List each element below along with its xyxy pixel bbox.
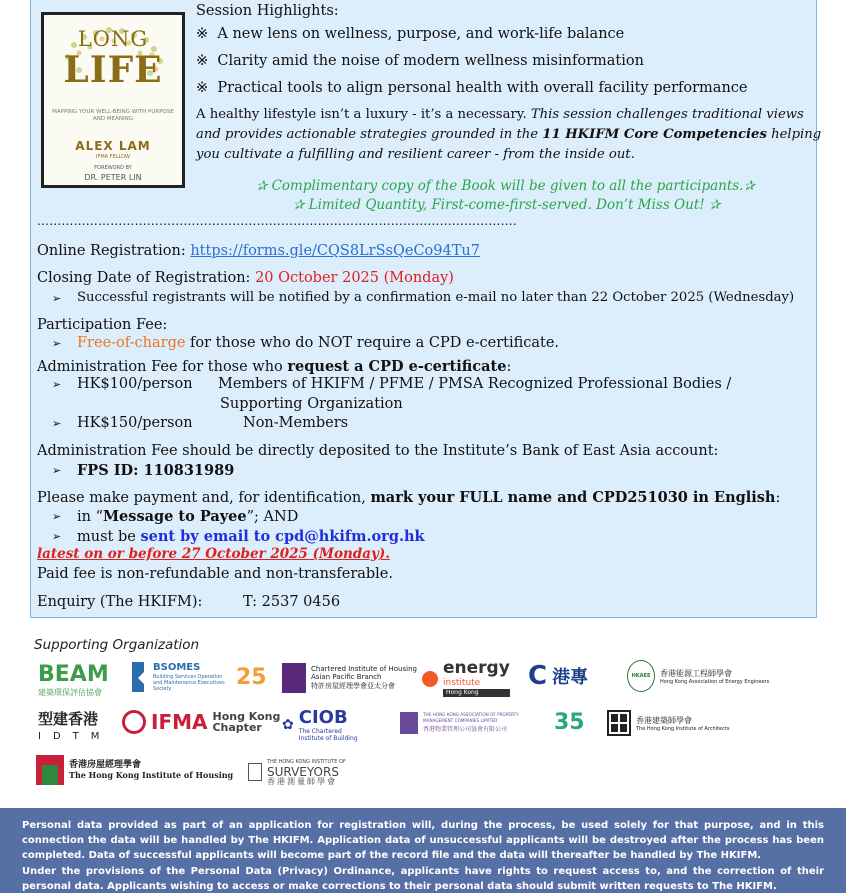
intro-line-1: A healthy lifestyle isn’t a luxury - it’s a necessary. This session challenges traditional views bbox=[196, 107, 804, 122]
fps-id: FPS ID: 110831989 bbox=[77, 462, 235, 479]
enquiry-label: Enquiry (The HKIFM): bbox=[37, 594, 203, 610]
energy-icon bbox=[422, 671, 438, 687]
book-author-note: IFMA FELLOW bbox=[96, 154, 130, 160]
fee-who-member-2: Supporting Organization bbox=[220, 396, 403, 412]
dotted-divider: ………………………………………………………………………………………………………. bbox=[37, 214, 517, 228]
arrow-bullet-icon: ➢ bbox=[52, 292, 62, 305]
hkia-logo: 香港建築師學會 The Hong Kong Institute of Architects bbox=[607, 710, 729, 736]
highlights-heading: Session Highlights: bbox=[196, 3, 339, 19]
reference-mark-icon: ※ bbox=[196, 53, 209, 69]
intro-line-3: you cultivate a fulfilling and resilient career - from the inside out. bbox=[196, 147, 635, 162]
book-cover-image bbox=[41, 12, 185, 188]
energy-institute-logo: energy institute Hong Kong bbox=[422, 660, 510, 697]
book-foreword-label: FOREWORD BY bbox=[94, 165, 132, 171]
reference-mark-icon: ※ bbox=[196, 80, 209, 96]
arrow-bullet-icon: ➢ bbox=[52, 378, 62, 391]
hkis-icon bbox=[248, 763, 262, 781]
hkih-house-icon bbox=[36, 755, 64, 785]
arrow-bullet-icon: ➢ bbox=[52, 530, 62, 543]
fee-who-nonmember: Non-Members bbox=[243, 415, 349, 431]
privacy-notice bbox=[0, 808, 846, 893]
notification-note: Successful registrants will be notified by a confirmation e-mail no later than 22 October 2025 (Wednesday) bbox=[77, 290, 795, 305]
book-author: ALEX LAM bbox=[75, 139, 151, 153]
message-to-payee: in “Message to Payee”; AND bbox=[77, 508, 299, 525]
beam-logo: BEAM 建築環保評估協會 bbox=[38, 662, 109, 697]
fee-price-member: HK$100/person bbox=[77, 376, 193, 392]
hkcha-logo: C 港專 bbox=[528, 661, 589, 691]
hkia-emblem-icon bbox=[607, 710, 631, 736]
fee-who-member: Members of HKIFM / PFME / PMSA Recognized Professional Bodies / bbox=[218, 376, 732, 392]
promo-line-1: ✰ Complimentary copy of the Book will be given to all the participants.✰ bbox=[256, 178, 755, 194]
ifma-globe-icon bbox=[122, 710, 146, 734]
privacy-paragraph-2: Under the provisions of the Personal Data (Privacy) Ordinance, applicants have rights to request access to, and the correction of their personal data. Applicants wishing to access or make corrections to their personal data should submit written requests to The HKIFM. bbox=[22, 865, 824, 892]
arrow-bullet-icon: ➢ bbox=[52, 337, 62, 350]
enquiry-phone: T: 2537 0456 bbox=[243, 594, 341, 610]
highlight-item: ※ Clarity amid the noise of modern wellness misinformation bbox=[196, 53, 644, 69]
reference-mark-icon: ※ bbox=[196, 26, 209, 42]
non-refundable-note: Paid fee is non-refundable and non-transferable. bbox=[37, 566, 394, 582]
book-subtitle: MAPPING YOUR WELL-BEING WITH PURPOSE AND MEANING bbox=[52, 109, 174, 122]
highlight-item: ※ A new lens on wellness, purpose, and work-life balance bbox=[196, 26, 625, 42]
privacy-paragraph-1: Personal data provided as part of an application for registration will, during the process, be used solely for that purpose, and in this connection the data will be handled by The HKIFM. Application data of unsuccessful applicants will be destroyed after the process has been completed. Data of successful applicants will become part of the record file and the data will thereafter be handled by The HKIFM. bbox=[22, 820, 824, 862]
promo-line-2: ✰ Limited Quantity, First-come-first-served. Don’t Miss Out! ✰ bbox=[293, 197, 721, 213]
hkapmc-logo: THE HONG KONG ASSOCIATION OF PROPERTY MANAGEMENT COMPANIES LIMITED 香港物業管理公司協會有限公司 35 bbox=[400, 710, 585, 735]
arrow-bullet-icon: ➢ bbox=[52, 464, 62, 477]
payment-identification: Please make payment and, for identification, mark your FULL name and CPD251030 in English: bbox=[37, 489, 781, 506]
cih-icon bbox=[282, 663, 306, 693]
supporting-organization-label: Supporting Organization bbox=[34, 637, 200, 653]
deposit-instruction: Administration Fee should be directly deposited to the Institute’s Bank of East Asia account: bbox=[37, 443, 719, 459]
book-title-bottom: LIFE bbox=[63, 49, 163, 91]
fee-price-nonmember: HK$150/person bbox=[77, 415, 193, 431]
hkapmc-icon bbox=[400, 712, 418, 734]
book-title-top: LONG bbox=[77, 27, 149, 51]
payment-deadline: latest on or before 27 October 2025 (Monday). bbox=[37, 546, 390, 562]
email-link[interactable]: cpd@hkifm.org.hk bbox=[275, 528, 425, 545]
bsomes-logo: BSOMES Building Services Operation and Maintenance Executives Society 25 bbox=[128, 660, 267, 694]
hkis-logo: THE HONG KONG INSTITUTE OF SURVEYORS 香港測量師學會 bbox=[248, 757, 346, 787]
intro-line-2: and provides actionable strategies grounded in the 11 HKIFM Core Competencies helping bbox=[196, 127, 822, 142]
participation-fee-label: Participation Fee: bbox=[37, 317, 168, 333]
bsomes-icon bbox=[128, 660, 148, 694]
idtm-logo: 型建香港 IDTM bbox=[38, 710, 112, 742]
free-of-charge-note: Free-of-charge for those who do NOT require a CPD e-certificate. bbox=[77, 335, 560, 351]
arrow-bullet-icon: ➢ bbox=[52, 510, 62, 523]
ciob-logo: ✿ CIOB The Chartered Institute of Building bbox=[282, 707, 358, 742]
hkcha-c-icon: C bbox=[528, 661, 548, 691]
cih-logo: Chartered Institute of Housing Asian Pacific Branch 特許房屋經理學會亞太分會 bbox=[282, 663, 417, 693]
online-registration: Online Registration: https://forms.gle/CQS8LrSsQeCo94Tu7 bbox=[37, 243, 480, 259]
ifma-logo: IFMA Hong Kong Chapter bbox=[122, 710, 280, 734]
hkaee-emblem-icon: HKAEE bbox=[627, 660, 655, 692]
admin-fee-label: Administration Fee for those who request a CPD e-certificate: bbox=[37, 358, 512, 375]
send-email-instruction: must be sent by email to cpd@hkifm.org.hk bbox=[77, 528, 425, 545]
arrow-bullet-icon: ➢ bbox=[52, 417, 62, 430]
registration-link[interactable]: https://forms.gle/CQS8LrSsQeCo94Tu7 bbox=[190, 243, 480, 259]
book-foreword-author: DR. PETER LIN bbox=[84, 173, 142, 182]
hkih-logo: 香港房屋經理學會 The Hong Kong Institute of Housing bbox=[36, 755, 233, 785]
ciob-icon: ✿ bbox=[282, 717, 294, 733]
closing-date: Closing Date of Registration: 20 October 2025 (Monday) bbox=[37, 270, 454, 286]
hkaee-logo: HKAEE 香港能源工程師學會 Hong Kong Association of Energy Engineers bbox=[627, 660, 769, 692]
highlight-item: ※ Practical tools to align personal health with overall facility performance bbox=[196, 80, 748, 96]
